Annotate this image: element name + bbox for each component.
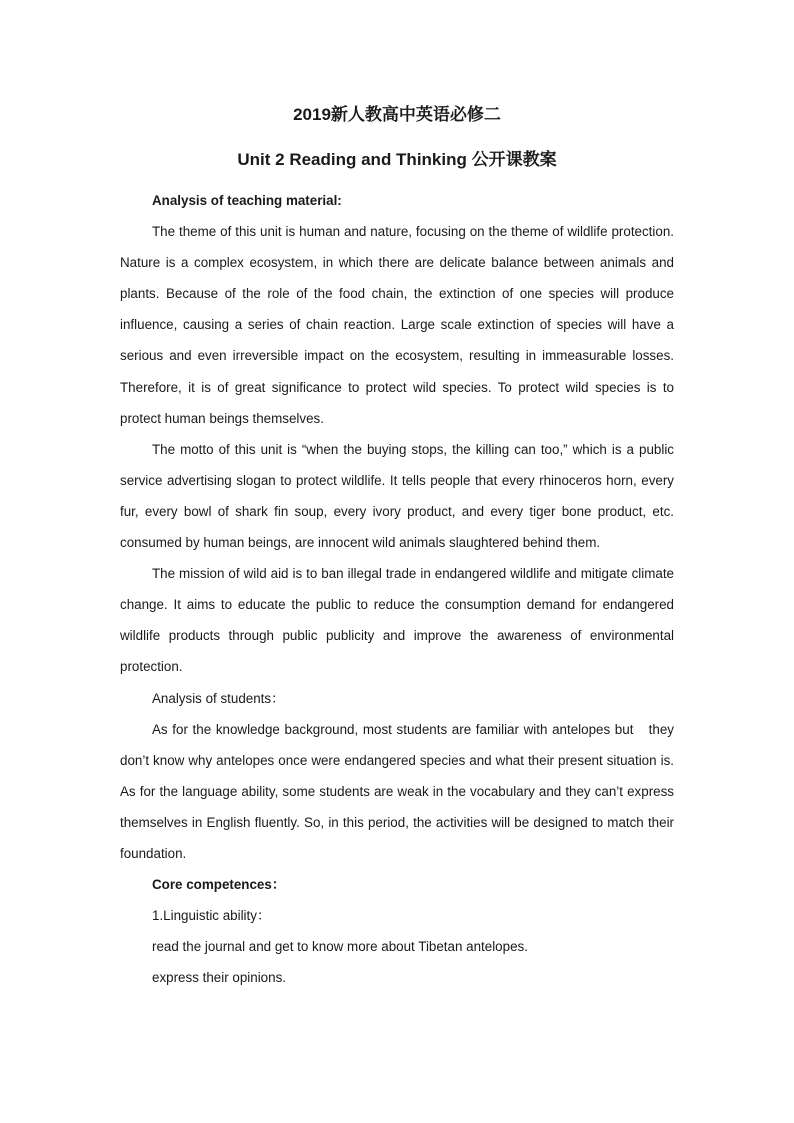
- document-body: [120, 102, 674, 993]
- list-item: express their opinions.: [152, 970, 286, 986]
- list-item: read the journal and get to know more about Tibetan antelopes.: [152, 939, 528, 955]
- paragraph-motto: The motto of this unit is “when the buying stops, the killing can too,” which is a public service advertising slogan to protect wildlife. It tells people that every rhinoceros horn, every fur, every bowl of shark fin soup, every ivory product, and every tiger bone product, etc. consumed by human beings, are innocent wild animals slaughtered behind them.: [120, 441, 674, 551]
- document-subtitle: Unit 2 Reading and Thinking 公开课教案: [237, 150, 557, 169]
- document-title: 2019新人教高中英语必修二: [293, 105, 501, 124]
- section-heading-teaching-material: Analysis of teaching material:: [152, 193, 342, 208]
- paragraph-theme: The theme of this unit is human and nature, focusing on the theme of wildlife protection. Nature is a complex ecosystem, in which there are delicate balance between animals and plants. Because of the role of the food chain, the extinction of one species will produce influence, causing a series of chain reaction. Large scale extinction of species will have a serious and even irreversible impact on the ecosystem, resulting in immeasurable losses. Therefore, it is of great significance to protect wild species. To protect wild species is to protect human beings themselves.: [120, 224, 674, 426]
- section-heading-core-competences: Core competences：: [152, 877, 286, 893]
- section-heading-students: Analysis of students：: [152, 690, 285, 706]
- paragraph-students: As for the knowledge background, most students are familiar with antelopes but they don’t know why antelopes once were endangered species and what their present situation is. As for the language ability, some students are weak in the vocabulary and they can’t express themselves in English fluently. So, in this period, the activities will be designed to match their foundation.: [120, 721, 674, 861]
- paragraph-mission: The mission of wild aid is to ban illegal trade in endangered wildlife and mitigate climate change. It aims to educate the public to reduce the consumption demand for endangered wildlife products through public publicity and improve the awareness of environmental protection.: [120, 566, 674, 675]
- subheading-linguistic-ability: 1.Linguistic ability：: [152, 908, 271, 924]
